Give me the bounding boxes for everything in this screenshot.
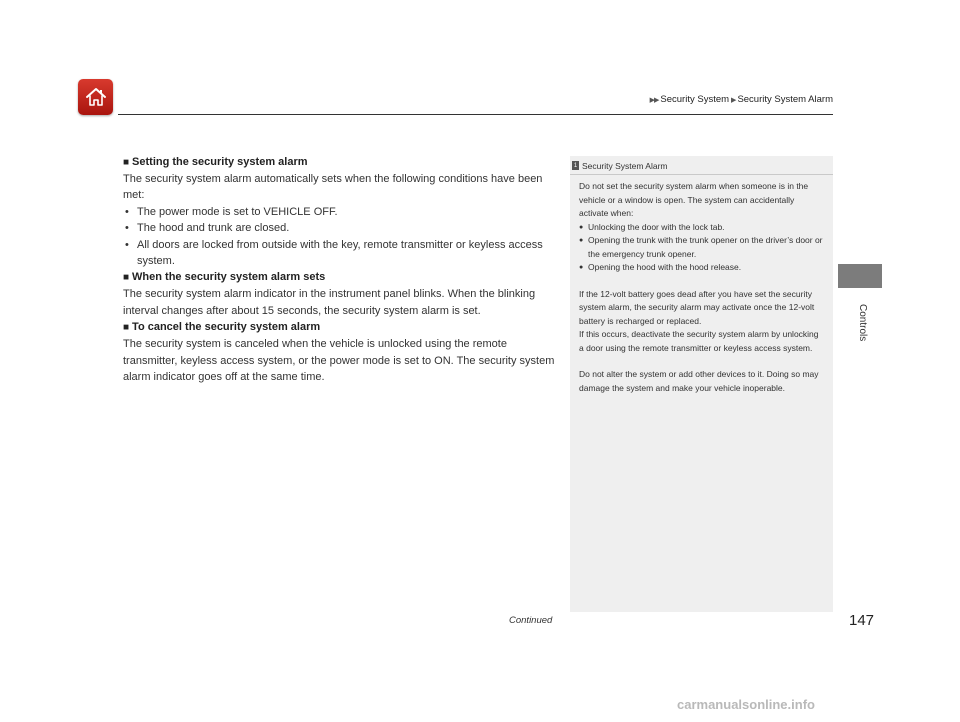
section-heading: ■ When the security system alarm sets: [123, 271, 326, 284]
note-paragraph: If the 12-volt battery goes dead after you have set the security system alarm, the security alarm may activate once the 12-volt battery is recharged or replaced.: [579, 288, 815, 326]
home-button[interactable]: [78, 79, 113, 115]
section-tab-label: Controls: [857, 304, 868, 342]
watermark: carmanualsonline.info: [677, 697, 815, 712]
header-divider: [118, 114, 833, 115]
paragraph: The security system is canceled when the vehicle is unlocked using the remote transmitter, keyless access system, or the power mode is set to ON. The security system alarm indicator goes off at the same time.: [123, 338, 555, 384]
note-paragraph: If this occurs, deactivate the security system alarm by unlocking a door using the remote transmitter or keyless access system.: [579, 329, 819, 353]
home-icon: [84, 86, 108, 108]
note-list-item: ● Opening the trunk with the trunk opener on the driver’s door or the emergency trunk opener.: [579, 234, 824, 261]
page-number: 147: [849, 612, 875, 629]
paragraph: The security system alarm indicator in the instrument panel blinks. When the blinking interval changes after about 15 seconds, the security system alarm is set.: [123, 288, 536, 317]
continued-label: Continued: [509, 615, 553, 626]
square-bullet-icon: ■: [123, 322, 130, 334]
note-list: [579, 221, 824, 275]
note-marker-icon: 1: [573, 162, 578, 169]
list-item: • All doors are locked from outside with the key, remote transmitter or keyless access system.: [123, 237, 555, 270]
note-paragraph: Do not set the security system alarm when someone is in the vehicle or a window is open. The system can accidentally activate when:: [579, 181, 809, 218]
main-content: [123, 154, 555, 385]
section-heading: ■ To cancel the security system alarm: [123, 321, 321, 334]
list-item: • The hood and trunk are closed.: [123, 220, 555, 236]
breadcrumb-item[interactable]: Security System Alarm: [737, 94, 833, 105]
breadcrumb-item[interactable]: Security System: [660, 94, 730, 105]
breadcrumb-arrow-icon: ▶: [731, 96, 736, 104]
note-list-item: ● Opening the hood with the hood release.: [579, 261, 824, 275]
note-list-item: ● Unlocking the door with the lock tab.: [579, 221, 824, 235]
section-heading: ■ Setting the security system alarm: [123, 156, 308, 168]
condition-list: [123, 204, 555, 270]
list-item: • The power mode is set to VEHICLE OFF.: [123, 204, 555, 220]
breadcrumb: [648, 94, 833, 105]
section-tab[interactable]: [838, 264, 882, 288]
note-paragraph: Do not alter the system or add other devices to it. Doing so may damage the system and make your vehicle inoperable.: [579, 369, 819, 393]
square-bullet-icon: ■: [123, 157, 130, 168]
square-bullet-icon: ■: [123, 272, 130, 284]
note-body: [570, 175, 833, 395]
breadcrumb-arrow-icon: ▶▶: [649, 96, 659, 104]
paragraph: The security system alarm automatically sets when the following conditions have been met:: [123, 173, 543, 202]
note-title: 1 Security System Alarm: [573, 160, 668, 171]
note-panel: [570, 156, 833, 612]
